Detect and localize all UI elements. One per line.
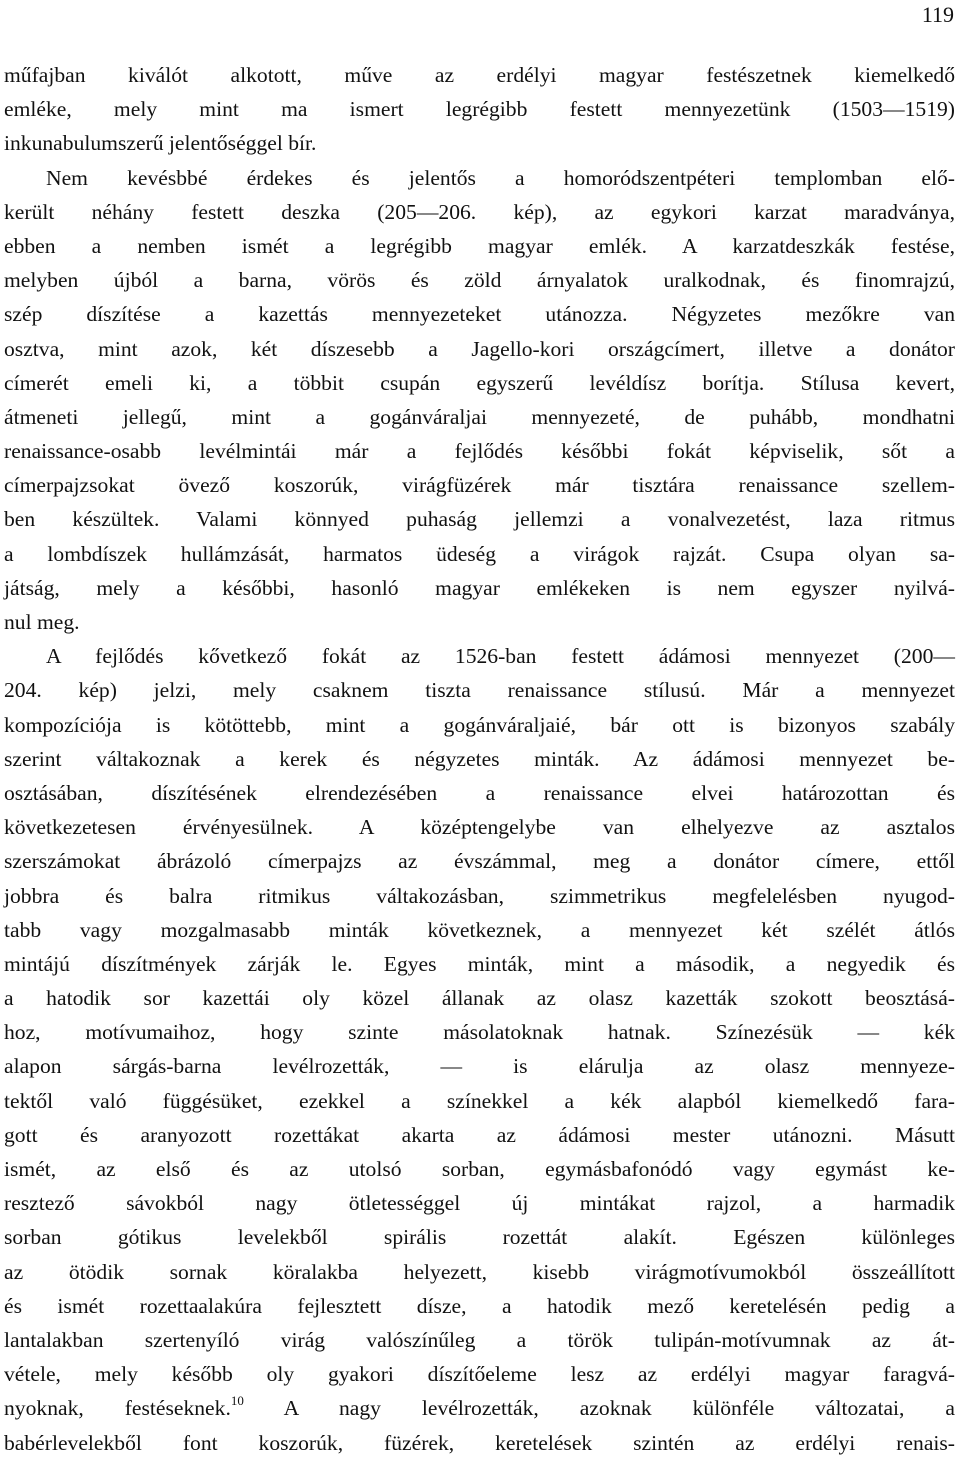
- text-line-content: melyben újból a barna, vörös és zöld árnyalatok uralkodnak, és finomrajzú,: [4, 268, 955, 293]
- text-line-content: került néhány festett deszka (205—206. kép), az egykori karzat maradványa,: [4, 199, 955, 224]
- text-line-content: a hatodik sor kazettái oly közel állanak az olasz kazetták szokott beosztásá-: [4, 986, 955, 1011]
- footnote-reference: 10: [230, 1393, 244, 1409]
- text-line: [4, 58, 955, 92]
- text-line: [4, 332, 955, 366]
- text-line-content: tabb vagy mozgalmasabb minták következnek, a mennyezet két szélét átlós: [4, 917, 955, 942]
- text-line: [4, 571, 955, 605]
- text-line: [4, 1015, 955, 1049]
- text-line: [4, 879, 955, 913]
- text-line-content: osztásában, díszítésének elrendezésében a renaissance elvei határozottan és: [4, 780, 955, 805]
- text-line-content: szép díszítése a kazettás mennyezeteket utánozza. Négyzetes mezőkre van: [4, 302, 955, 327]
- page-number: 119: [921, 2, 954, 27]
- text-line-continuation: A nagy levélrozetták, azoknak különféle változatai, a: [243, 1396, 955, 1421]
- text-line-content: az ötödik sornak köralakba helyezett, kisebb virágmotívumokból összeállított: [4, 1259, 955, 1284]
- text-line-content: vétele, mely később oly gyakori díszítőeleme lesz az erdélyi magyar faragvá-: [4, 1362, 955, 1387]
- text-line-content: renaissance-osabb levélmintái már a fejlődés későbbi fokát képviselik, sőt a: [4, 439, 955, 464]
- text-line-content: inkunabulumszerű jelentőséggel bír.: [4, 131, 317, 156]
- text-line: [4, 468, 955, 502]
- text-line-content: a lombdíszek hullámzását, harmatos üdeség a virágok rajzát. Csupa olyan sa-: [4, 541, 955, 566]
- text-line: [4, 1186, 955, 1220]
- text-line: [4, 1220, 955, 1254]
- text-line-content: műfajban kiválót alkotott, műve az erdélyi magyar festészetnek kiemelkedő: [4, 63, 955, 87]
- text-line-content: ebben a nemben ismét a legrégibb magyar emlék. A karzatdeszkák festése,: [4, 233, 955, 258]
- body-text: [4, 58, 955, 1460]
- text-line: [4, 1357, 955, 1391]
- text-line-content: játság, mely a későbbi, hasonló magyar emlékeken is nem egyszer nyilvá-: [4, 575, 955, 600]
- text-line: [4, 639, 955, 673]
- text-line-content: következetesen érvényesülnek. A középtengelybe van elhelyezve az asztalos: [4, 815, 955, 840]
- text-line: [4, 742, 955, 776]
- text-line: [4, 844, 955, 878]
- text-line: [4, 161, 955, 195]
- text-line: [4, 366, 955, 400]
- text-line-content: A fejlődés kővetkező fokát az 1526-ban festett ádámosi mennyezet (200—: [46, 644, 955, 669]
- text-line: [4, 776, 955, 810]
- text-line-content: hoz, motívumaihoz, hogy szinte másolatoknak hatnak. Színezésük — kék: [4, 1020, 955, 1045]
- text-line: [4, 297, 955, 331]
- text-line-content: ben készültek. Valami könnyed puhaság jellemzi a vonalvezetést, laza ritmus: [4, 507, 955, 532]
- text-line: [4, 1049, 955, 1083]
- text-line-content: sorban gótikus levelekből spirális rozettát alakít. Egészen különleges: [4, 1225, 955, 1250]
- text-line-content: mintájú díszítmények zárják le. Egyes minták, mint a második, a negyedik és: [4, 951, 955, 976]
- text-line-content: szerszámokat ábrázoló címerpajzs az évszámmal, meg a donátor címere, ettől: [4, 849, 955, 874]
- text-line: [4, 1391, 955, 1425]
- text-line: [4, 537, 955, 571]
- text-line: [4, 810, 955, 844]
- text-line: [4, 1426, 955, 1460]
- text-line: [4, 1255, 955, 1289]
- text-line-content: Nem kevésbbé érdekes és jelentős a homoródszentpéteri templomban elő-: [46, 165, 955, 190]
- text-line: [4, 1323, 955, 1357]
- text-line: [4, 708, 955, 742]
- text-line-content: emléke, mely mint ma ismert legrégibb festett mennyezetünk (1503—1519): [4, 97, 955, 122]
- text-line: [4, 1118, 955, 1152]
- text-line: [4, 673, 955, 707]
- text-line-content: alapon sárgás-barna levélrozetták, — is elárulja az olasz mennyeze-: [4, 1054, 955, 1079]
- text-line: [4, 981, 955, 1015]
- text-line: [4, 1152, 955, 1186]
- text-line-content: címerpajzsokat övező koszorúk, virágfüzérek már tisztára renaissance szellem-: [4, 473, 955, 498]
- text-line-content: babérlevelekből font koszorúk, füzérek, keretelések szintén az erdélyi renais-: [4, 1430, 955, 1455]
- text-line-content: szerint váltakoznak a kerek és négyzetes minták. Az ádámosi mennyezet be-: [4, 746, 955, 771]
- text-line-content: gott és aranyozott rozettákat akarta az ádámosi mester utánozni. Másutt: [4, 1122, 955, 1147]
- text-line: [4, 502, 955, 536]
- text-line-content: lantalakban szertenyíló virág valószínűleg a török tulipán-motívumnak az át-: [4, 1327, 955, 1352]
- text-line: [4, 605, 955, 639]
- text-line-content: kompozíciója is kötöttebb, mint a gogánváraljaié, bár ott is bizonyos szabály: [4, 712, 955, 737]
- text-line: [4, 913, 955, 947]
- text-line-content: nul meg.: [4, 610, 80, 634]
- text-line-content: nyoknak, festéseknek.: [4, 1396, 231, 1421]
- text-line: [4, 1289, 955, 1323]
- text-line: [4, 400, 955, 434]
- text-line: [4, 263, 955, 297]
- text-line-content: jobbra és balra ritmikus váltakozásban, szimmetrikus megfelelésben nyugod-: [4, 883, 955, 908]
- text-line-content: osztva, mint azok, két díszesebb a Jagello-kori országcímert, illetve a donátor: [4, 336, 955, 361]
- text-line: [4, 92, 955, 126]
- text-line-content: és ismét rozettaalakúra fejlesztett dísze, a hatodik mező keretelésén pedig a: [4, 1293, 955, 1318]
- text-line: [4, 1084, 955, 1118]
- text-line: [4, 947, 955, 981]
- text-line-content: tektől való függésüket, ezekkel a színekkel a kék alapból kiemelkedő fara-: [4, 1088, 955, 1113]
- text-line: [4, 434, 955, 468]
- text-line: [4, 126, 955, 160]
- text-line-content: 204. kép) jelzi, mely csaknem tiszta renaissance stílusú. Már a mennyezet: [4, 678, 955, 703]
- text-line: [4, 229, 955, 263]
- text-line-content: ismét, az első és az utolsó sorban, egymásbafonódó vagy egymást ke-: [4, 1157, 955, 1181]
- text-line-content: címerét emeli ki, a többit csupán egyszerű levéldísz borítja. Stílusa kevert,: [4, 370, 955, 395]
- text-line-content: átmeneti jellegű, mint a gogánváraljai mennyezeté, de puhább, mondhatni: [4, 404, 955, 429]
- text-line-content: resztező sávokból nagy ötletességgel új mintákat rajzol, a harmadik: [4, 1191, 955, 1216]
- text-line: [4, 195, 955, 229]
